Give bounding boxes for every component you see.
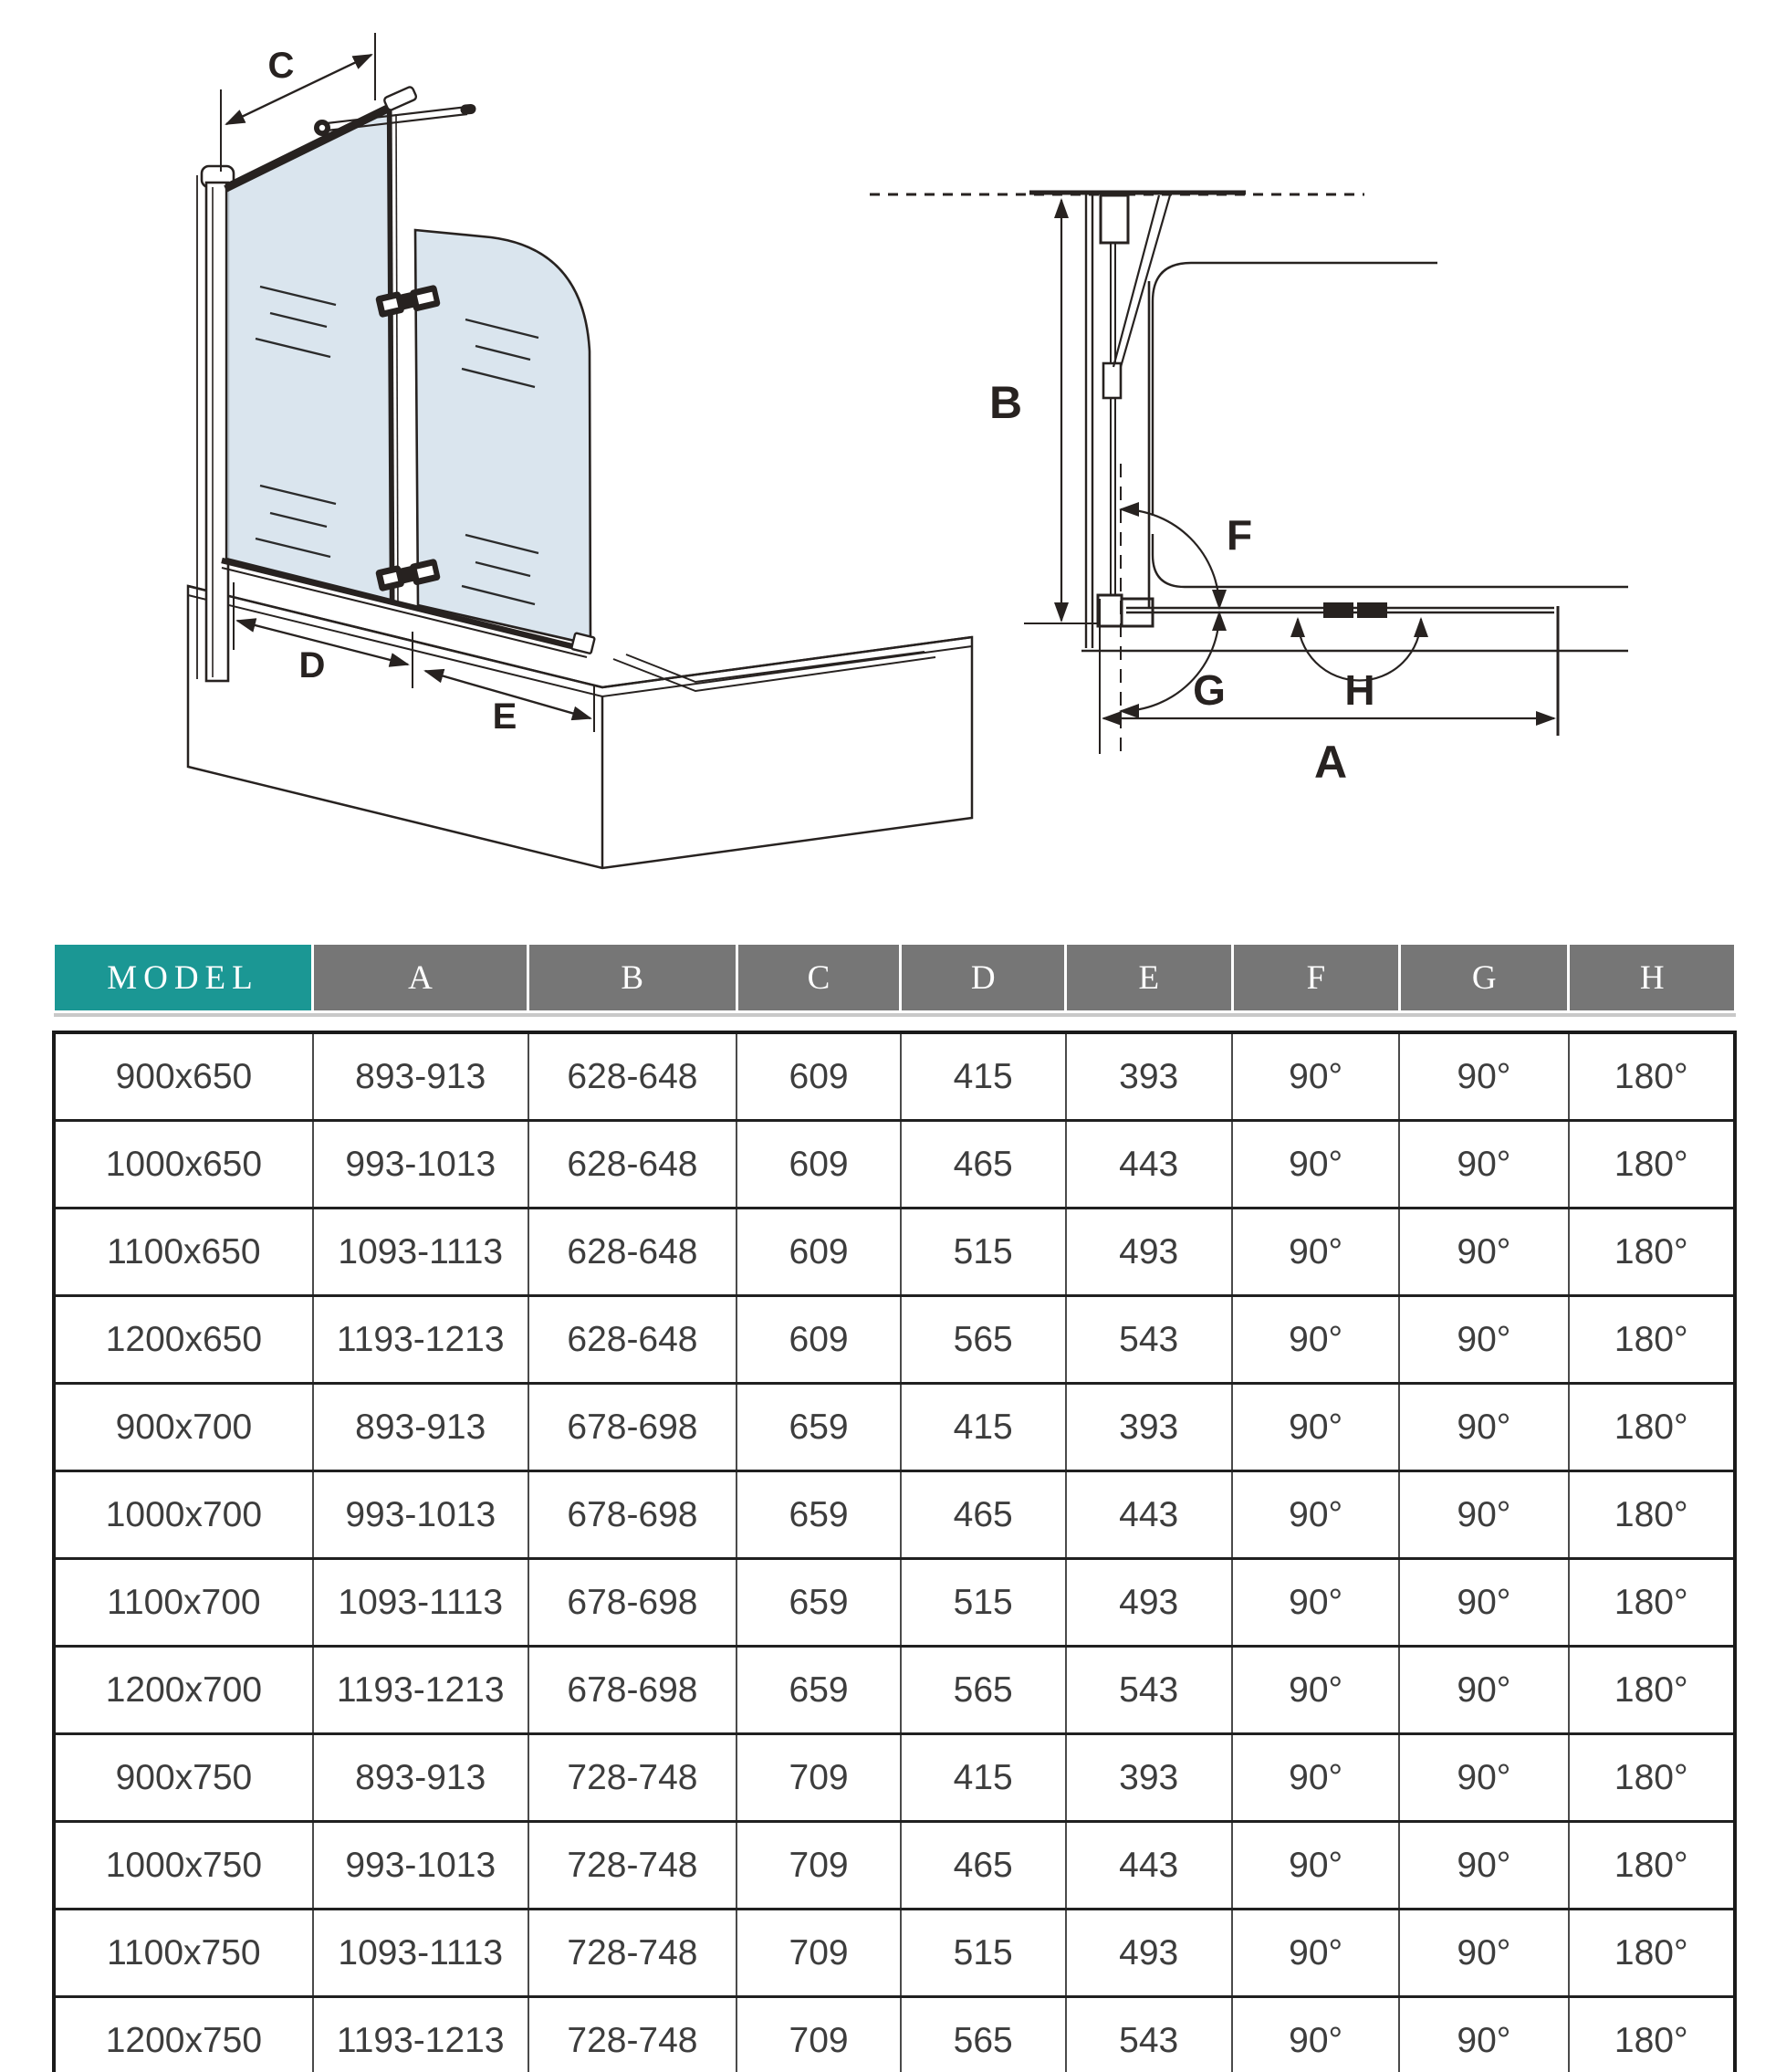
spec-cell: 90° bbox=[1399, 1910, 1568, 1997]
model-cell: 900x650 bbox=[115, 1056, 253, 1096]
spec-cell: 415 bbox=[901, 1032, 1066, 1121]
screen-closed-position bbox=[1126, 602, 1558, 736]
table-row bbox=[54, 1384, 1735, 1471]
spec-cell: 90° bbox=[1399, 1647, 1568, 1734]
spec-table-header-row bbox=[52, 945, 1737, 1013]
header-cell-F: F bbox=[1232, 945, 1399, 1012]
spec-table bbox=[52, 945, 1737, 2072]
spec-cell: 1193-1213 bbox=[313, 1296, 528, 1384]
table-row bbox=[54, 1032, 1735, 1121]
model-cell: 1100x700 bbox=[54, 1559, 313, 1647]
glass-panel-1 bbox=[225, 105, 391, 600]
hinge-plan bbox=[1357, 602, 1387, 618]
spec-cell: 543 bbox=[1066, 1997, 1232, 2072]
spec-cell: 993-1013 bbox=[313, 1121, 528, 1209]
model-cell: 1100x650 bbox=[54, 1209, 313, 1296]
angle-f bbox=[1121, 509, 1252, 608]
spec-cell: 993-1013 bbox=[313, 1822, 528, 1910]
spec-cell: 728-748 bbox=[528, 1734, 737, 1822]
spec-cell: 628-648 bbox=[528, 1209, 737, 1296]
spec-cell: 993-1013 bbox=[313, 1471, 528, 1559]
spec-cell: 90° bbox=[1399, 1032, 1568, 1121]
spec-cell: 893-913 bbox=[313, 1032, 528, 1121]
spec-cell: 180° bbox=[1569, 1121, 1736, 1209]
spec-cell: 678-698 bbox=[528, 1471, 737, 1559]
spec-cell: 415 bbox=[901, 1384, 1066, 1471]
spec-cell: 728-748 bbox=[528, 1822, 737, 1910]
table-row bbox=[54, 1910, 1735, 1997]
spec-cell: 90° bbox=[1232, 1822, 1399, 1910]
dim-label-b: B bbox=[988, 377, 1023, 428]
table-row bbox=[54, 1822, 1735, 1910]
header-cell-G: G bbox=[1400, 945, 1569, 1012]
spec-cell: 90° bbox=[1232, 1559, 1399, 1647]
spec-cell: 893-913 bbox=[313, 1384, 528, 1471]
hinge-plan bbox=[1323, 602, 1353, 618]
model-cell: 1000x700 bbox=[54, 1471, 313, 1559]
model-cell: 1000x650 bbox=[54, 1121, 313, 1209]
spec-cell: 609 bbox=[737, 1296, 901, 1384]
header-cell-A: A bbox=[312, 945, 528, 1012]
spec-cell: 1193-1213 bbox=[313, 1997, 528, 2072]
spec-cell: 709 bbox=[737, 1822, 901, 1910]
spec-cell: 90° bbox=[1232, 1296, 1399, 1384]
spec-cell: 180° bbox=[1569, 1384, 1736, 1471]
spec-cell: 515 bbox=[901, 1559, 1066, 1647]
header-cell-E: E bbox=[1066, 945, 1233, 1012]
spec-cell: 90° bbox=[1232, 1997, 1399, 2072]
spec-cell: 443 bbox=[1066, 1121, 1232, 1209]
model-cell: 1200x650 bbox=[54, 1296, 313, 1384]
spec-cell: 1093-1113 bbox=[313, 1209, 528, 1296]
spec-cell: 465 bbox=[901, 1822, 1066, 1910]
header-cell-model: MODEL bbox=[54, 945, 313, 1012]
spec-table-body bbox=[52, 1031, 1737, 2072]
spec-cell: 90° bbox=[1399, 1384, 1568, 1471]
spec-cell: 543 bbox=[1066, 1296, 1232, 1384]
spec-cell: 709 bbox=[737, 1734, 901, 1822]
spec-cell: 90° bbox=[1232, 1209, 1399, 1296]
spec-cell: 180° bbox=[1569, 1910, 1736, 1997]
dim-label-e: E bbox=[492, 696, 517, 737]
spec-cell: 728-748 bbox=[528, 1910, 737, 1997]
header-gap bbox=[52, 1013, 1737, 1031]
angle-label-h: H bbox=[1344, 666, 1375, 714]
spec-cell: 393 bbox=[1066, 1384, 1232, 1471]
spec-cell: 90° bbox=[1232, 1647, 1399, 1734]
pivot-block bbox=[1098, 595, 1122, 626]
model-cell: 1200x700 bbox=[54, 1647, 313, 1734]
table-row bbox=[54, 1296, 1735, 1384]
spec-cell: 543 bbox=[1066, 1647, 1232, 1734]
model-cell: 1200x750 bbox=[54, 1997, 313, 2072]
spec-cell: 90° bbox=[1232, 1384, 1399, 1471]
spec-cell: 493 bbox=[1066, 1910, 1232, 1997]
spec-cell: 565 bbox=[901, 1997, 1066, 2072]
header-cell-D: D bbox=[901, 945, 1066, 1012]
spec-cell: 678-698 bbox=[528, 1384, 737, 1471]
table-row bbox=[54, 1471, 1735, 1559]
spec-cell: 1193-1213 bbox=[313, 1647, 528, 1734]
model-cell: 900x700 bbox=[54, 1384, 313, 1471]
spec-cell: 515 bbox=[901, 1209, 1066, 1296]
spec-cell: 893-913 bbox=[313, 1734, 528, 1822]
spec-cell: 609 bbox=[737, 1209, 901, 1296]
spec-cell: 678-698 bbox=[528, 1559, 737, 1647]
spec-cell: 180° bbox=[1569, 1559, 1736, 1647]
top-bracket bbox=[1101, 195, 1128, 243]
dim-label-c: C bbox=[267, 46, 295, 86]
spec-cell: 90° bbox=[1232, 1121, 1399, 1209]
spec-cell: 628-648 bbox=[528, 1296, 737, 1384]
spec-cell: 90° bbox=[1399, 1559, 1568, 1647]
bar-connector bbox=[1103, 363, 1121, 398]
glass-panel-2 bbox=[415, 230, 590, 644]
spec-cell: 180° bbox=[1569, 1734, 1736, 1822]
angle-h bbox=[1298, 619, 1421, 714]
spec-cell: 90° bbox=[1399, 1997, 1568, 2072]
dimension-b bbox=[989, 200, 1100, 623]
wall-profile-section bbox=[1086, 194, 1170, 648]
table-row bbox=[54, 1734, 1735, 1822]
spec-cell: 90° bbox=[1399, 1296, 1568, 1384]
spec-cell: 180° bbox=[1569, 1296, 1736, 1384]
spec-cell: 443 bbox=[1066, 1471, 1232, 1559]
spec-cell: 90° bbox=[1399, 1121, 1568, 1209]
spec-cell: 493 bbox=[1066, 1209, 1232, 1296]
dimension-a bbox=[1100, 599, 1554, 788]
spec-cell: 565 bbox=[901, 1296, 1066, 1384]
header-cell-H: H bbox=[1569, 945, 1736, 1012]
spec-cell: 515 bbox=[901, 1910, 1066, 1997]
spec-cell: 180° bbox=[1569, 1032, 1736, 1121]
spec-cell: 709 bbox=[737, 1910, 901, 1997]
header-cell-B: B bbox=[528, 945, 737, 1012]
spec-cell: 628-648 bbox=[528, 1121, 737, 1209]
tub-plan-outline bbox=[1081, 263, 1628, 651]
table-row bbox=[54, 1121, 1735, 1209]
angle-label-f: F bbox=[1226, 511, 1253, 559]
spec-cell: 678-698 bbox=[528, 1647, 737, 1734]
spec-cell: 609 bbox=[737, 1032, 901, 1121]
spec-cell: 659 bbox=[737, 1559, 901, 1647]
spec-cell: 1093-1113 bbox=[313, 1910, 528, 1997]
spec-cell: 415 bbox=[901, 1734, 1066, 1822]
dim-label-a: A bbox=[1313, 737, 1348, 788]
spec-cell: 609 bbox=[737, 1121, 901, 1209]
dim-label-d: D bbox=[298, 645, 326, 685]
spec-cell: 90° bbox=[1232, 1734, 1399, 1822]
spec-cell: 628-648 bbox=[528, 1032, 737, 1121]
spec-cell: 565 bbox=[901, 1647, 1066, 1734]
spec-cell: 709 bbox=[737, 1997, 901, 2072]
header-cell-C: C bbox=[737, 945, 901, 1012]
spec-cell: 465 bbox=[901, 1121, 1066, 1209]
table-row bbox=[54, 1209, 1735, 1296]
spec-cell: 493 bbox=[1066, 1559, 1232, 1647]
spec-cell: 90° bbox=[1232, 1032, 1399, 1121]
spec-cell: 659 bbox=[737, 1384, 901, 1471]
spec-cell: 180° bbox=[1569, 1822, 1736, 1910]
dimension-e bbox=[425, 671, 594, 737]
spec-cell: 728-748 bbox=[528, 1997, 737, 2072]
spec-cell: 180° bbox=[1569, 1471, 1736, 1559]
model-cell: 900x750 bbox=[54, 1734, 313, 1822]
spec-cell: 180° bbox=[1569, 1209, 1736, 1296]
spec-cell: 90° bbox=[1399, 1471, 1568, 1559]
spec-cell: 90° bbox=[1232, 1910, 1399, 1997]
spec-cell: 90° bbox=[1232, 1471, 1399, 1559]
spec-cell: 1093-1113 bbox=[313, 1559, 528, 1647]
spec-cell: 659 bbox=[737, 1471, 901, 1559]
spec-cell: 659 bbox=[737, 1647, 901, 1734]
table-row bbox=[54, 1997, 1735, 2072]
model-cell: 1000x750 bbox=[54, 1822, 313, 1910]
spec-cell: 90° bbox=[1399, 1734, 1568, 1822]
spec-cell: 393 bbox=[1066, 1032, 1232, 1121]
spec-cell: 443 bbox=[1066, 1822, 1232, 1910]
spec-cell: 180° bbox=[1569, 1997, 1736, 2072]
angle-label-g: G bbox=[1193, 666, 1226, 714]
spec-cell: 180° bbox=[1569, 1647, 1736, 1734]
spec-cell: 465 bbox=[901, 1471, 1066, 1559]
spec-cell: 90° bbox=[1399, 1209, 1568, 1296]
plan-detail-diagram bbox=[867, 128, 1776, 949]
angle-g bbox=[1121, 612, 1226, 714]
header-row bbox=[54, 945, 1736, 1012]
table-row bbox=[54, 1647, 1735, 1734]
model-cell: 1100x750 bbox=[54, 1910, 313, 1997]
spec-cell: 90° bbox=[1399, 1822, 1568, 1910]
spec-cell: 393 bbox=[1066, 1734, 1232, 1822]
table-row bbox=[54, 1559, 1735, 1647]
